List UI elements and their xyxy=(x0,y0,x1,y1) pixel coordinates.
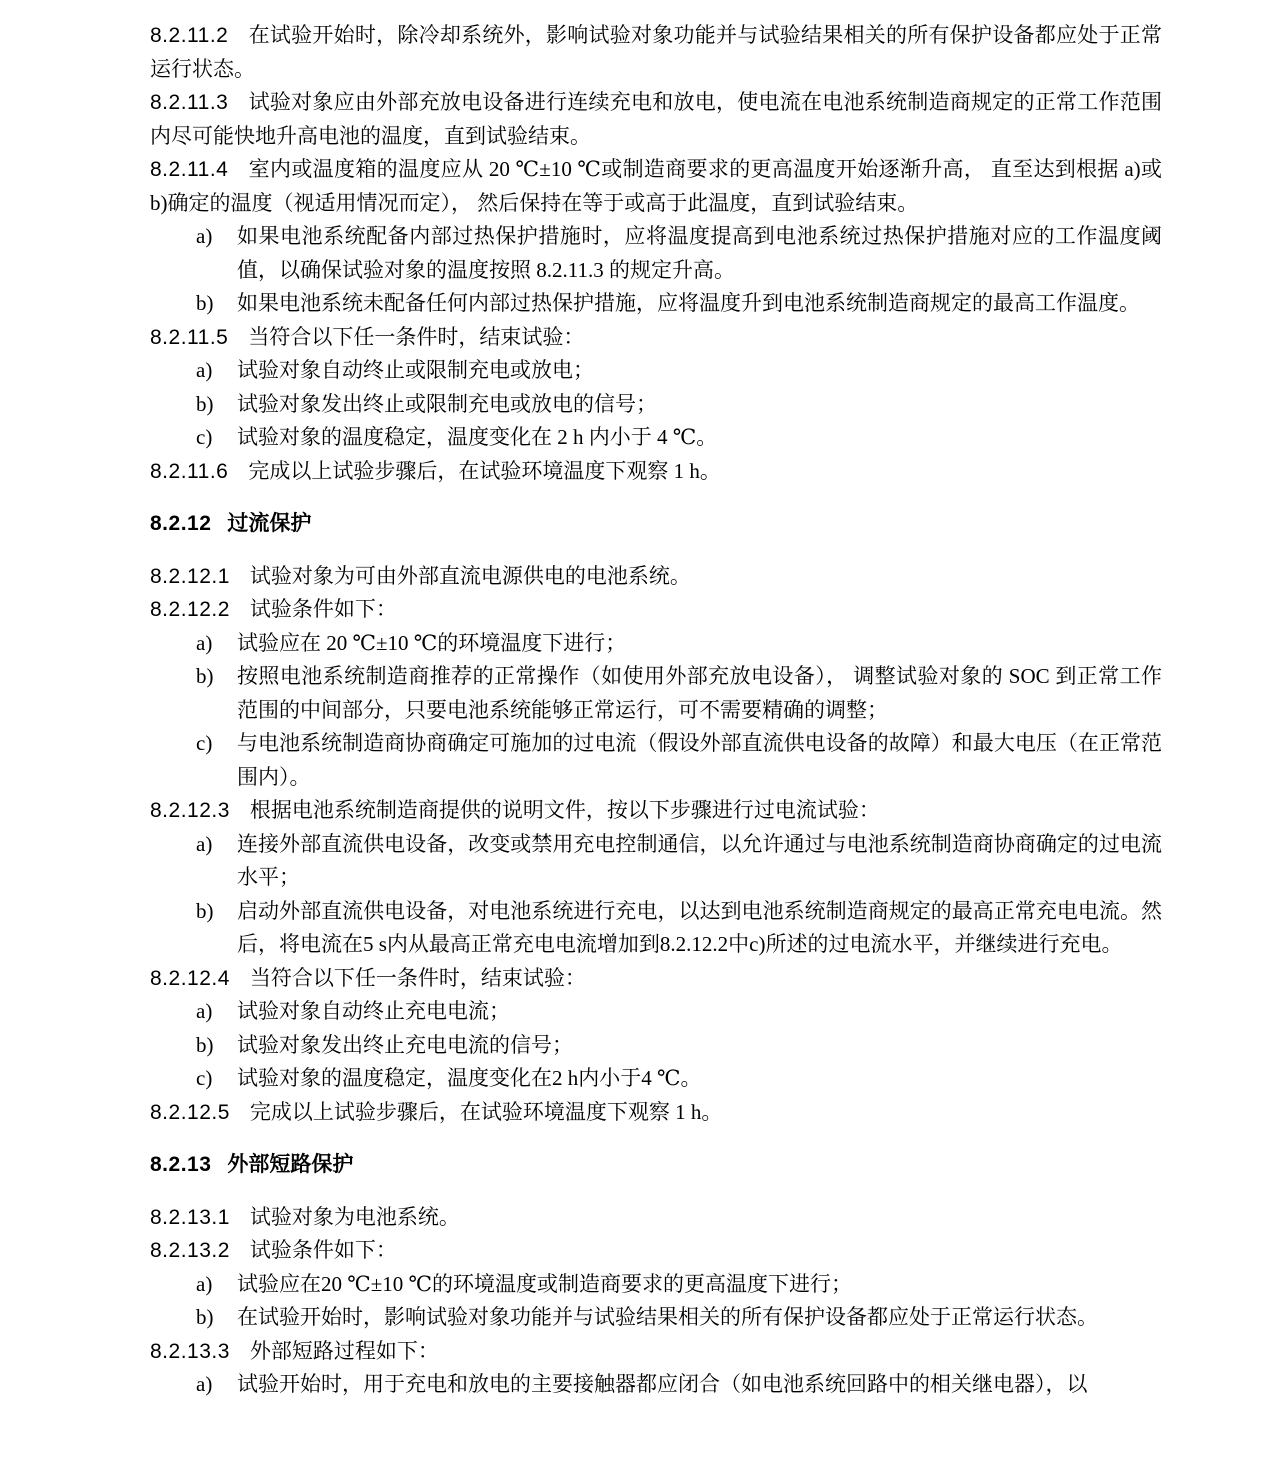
list-item-text: 如果电池系统配备内部过热保护措施时，应将温度提高到电池系统过热保护措施对应的工作温度阈值，以确保试验对象的温度按照 8.2.11.3 的规定升高。 xyxy=(237,224,1162,282)
clause-paragraph xyxy=(150,86,1162,153)
list-item xyxy=(150,1301,1162,1335)
list-item xyxy=(150,895,1162,962)
clause-text: 根据电池系统制造商提供的说明文件，按以下步骤进行过电流试验： xyxy=(249,798,880,822)
clause-number: 8.2.11.2 xyxy=(150,24,229,47)
list-item-text: 按照电池系统制造商推荐的正常操作（如使用外部充放电设备）， 调整试验对象的 SOC 到正常工作范围的中间部分，只要电池系统能够正常运行，可不需要精确的调整； xyxy=(237,664,1162,722)
list-item-text: 试验对象自动终止或限制充电或放电； xyxy=(237,358,594,382)
list-item-marker: c) xyxy=(196,1066,213,1090)
clause-paragraph xyxy=(150,1234,1162,1268)
clause-number: 8.2.12.1 xyxy=(150,564,230,588)
clause-number: 8.2.13.3 xyxy=(150,1339,230,1363)
clause-paragraph xyxy=(150,794,1162,828)
list-item-text: 试验开始时，用于充电和放电的主要接触器都应闭合（如电池系统回路中的相关继电器），以 xyxy=(237,1372,1088,1396)
list-item-marker: b) xyxy=(196,664,214,688)
clause-paragraph xyxy=(150,962,1162,996)
list-item-marker: a) xyxy=(196,831,213,856)
list-item-text: 试验对象发出终止或限制充电或放电的信号； xyxy=(237,391,657,416)
section-heading-title: 外部短路保护 xyxy=(227,1152,354,1176)
list-item-text: 与电池系统制造商协商确定可施加的过电流（假设外部直流供电设备的故障）和最大电压（在正常范围内）。 xyxy=(237,731,1162,789)
section-heading xyxy=(150,507,1162,541)
list-item-marker: c) xyxy=(196,425,213,449)
clause-text: 试验条件如下： xyxy=(249,1238,397,1262)
list-item xyxy=(150,1368,1162,1402)
section-heading xyxy=(150,1148,1162,1182)
list-item-text: 试验应在20 ℃±10 ℃的环境温度或制造商要求的更高温度下进行； xyxy=(237,1271,853,1296)
clause-paragraph xyxy=(150,153,1162,220)
list-item xyxy=(150,1268,1162,1302)
list-item-marker: b) xyxy=(196,391,214,416)
clause-number: 8.2.12.2 xyxy=(150,598,230,621)
section-heading-title: 过流保护 xyxy=(227,511,312,535)
clause-text: 外部短路过程如下： xyxy=(249,1338,439,1363)
list-item xyxy=(150,995,1162,1029)
clause-number: 8.2.13.1 xyxy=(150,1205,230,1229)
clause-text: 当符合以下任一条件时，结束试验： xyxy=(249,965,586,990)
clause-paragraph xyxy=(150,1335,1162,1369)
clause-number: 8.2.11.3 xyxy=(150,91,229,114)
clause-text: 当符合以下任一条件时，结束试验： xyxy=(248,324,585,349)
list-item xyxy=(150,627,1162,661)
clause-number: 8.2.11.5 xyxy=(150,325,229,349)
list-item-marker: a) xyxy=(196,358,213,382)
clause-text: 试验条件如下： xyxy=(249,597,397,621)
document-content xyxy=(150,19,1162,1402)
clause-text: 在试验开始时，除冷却系统外，影响试验对象功能并与试验结果相关的所有保护设备都应处于正常运行状态。 xyxy=(150,23,1162,81)
list-item-text: 试验对象的温度稳定，温度变化在2 h内小于4 ℃。 xyxy=(237,1066,702,1090)
clause-paragraph xyxy=(150,321,1162,355)
clause-paragraph xyxy=(150,1096,1162,1130)
section-heading-number: 8.2.13 xyxy=(150,1153,212,1176)
list-item-marker: b) xyxy=(196,1032,214,1057)
clause-number: 8.2.12.4 xyxy=(150,966,230,990)
list-item-marker: a) xyxy=(196,224,213,248)
clause-number: 8.2.12.3 xyxy=(150,799,230,822)
clause-text: 室内或温度箱的温度应从 20 ℃±10 ℃或制造商要求的更高温度开始逐渐升高， 直至达到根据 a)或 b)确定的温度（视适用情况而定）， 然后保持在等于或高于此温度，直到试验结束。 xyxy=(150,157,1162,215)
clause-paragraph xyxy=(150,19,1162,86)
list-item xyxy=(150,421,1162,455)
clause-number: 8.2.13.2 xyxy=(150,1239,230,1262)
clause-paragraph xyxy=(150,1201,1162,1235)
list-item-marker: b) xyxy=(196,898,214,923)
list-item xyxy=(150,287,1162,321)
list-item xyxy=(150,1062,1162,1096)
list-item xyxy=(150,220,1162,287)
clause-text: 完成以上试验步骤后，在试验环境温度下观察 1 h。 xyxy=(249,1099,723,1124)
list-item xyxy=(150,354,1162,388)
list-item-text: 试验应在 20 ℃±10 ℃的环境温度下进行； xyxy=(237,630,627,655)
list-item xyxy=(150,1029,1162,1063)
list-item xyxy=(150,727,1162,794)
clause-paragraph xyxy=(150,560,1162,594)
clause-text: 试验对象为电池系统。 xyxy=(249,1204,460,1229)
clause-paragraph xyxy=(150,593,1162,627)
list-item xyxy=(150,828,1162,895)
list-item xyxy=(150,660,1162,727)
clause-text: 试验对象为可由外部直流电源供电的电池系统。 xyxy=(249,563,691,588)
clause-text: 试验对象应由外部充放电设备进行连续充电和放电，使电流在电池系统制造商规定的正常工作范围内尽可能快地升高电池的温度，直到试验结束。 xyxy=(150,90,1162,148)
list-item-text: 试验对象自动终止充电电流； xyxy=(237,999,510,1023)
clause-number: 8.2.11.4 xyxy=(150,158,229,181)
section-heading-number: 8.2.12 xyxy=(150,512,212,535)
list-item-text: 连接外部直流供电设备，改变或禁用充电控制通信，以允许通过与电池系统制造商协商确定的过电流水平； xyxy=(237,831,1162,889)
list-item-text: 试验对象的温度稳定，温度变化在 2 h 内小于 4 ℃。 xyxy=(237,425,718,449)
list-item-text: 如果电池系统未配备任何内部过热保护措施，应将温度升到电池系统制造商规定的最高工作温度。 xyxy=(237,291,1140,315)
list-item-marker: b) xyxy=(196,291,214,315)
list-item-marker: a) xyxy=(196,1372,213,1396)
clause-number: 8.2.12.5 xyxy=(150,1100,230,1124)
clause-number: 8.2.11.6 xyxy=(150,459,229,483)
clause-paragraph xyxy=(150,455,1162,489)
list-item-marker: a) xyxy=(196,1271,213,1296)
list-item-marker: a) xyxy=(196,999,213,1023)
list-item-text: 试验对象发出终止充电电流的信号； xyxy=(237,1032,573,1057)
list-item-marker: a) xyxy=(196,630,213,655)
list-item-text: 启动外部直流供电设备，对电池系统进行充电，以达到电池系统制造商规定的最高正常充电电流。然后，将电流在5 s内从最高正常充电电流增加到8.2.12.2中c)所述的过电流水平，并继续进行充电。 xyxy=(237,898,1162,956)
list-item-marker: c) xyxy=(196,731,213,755)
clause-text: 完成以上试验步骤后，在试验环境温度下观察 1 h。 xyxy=(248,458,721,483)
list-item xyxy=(150,388,1162,422)
list-item-marker: b) xyxy=(196,1305,214,1329)
list-item-text: 在试验开始时，影响试验对象功能并与试验结果相关的所有保护设备都应处于正常运行状态。 xyxy=(237,1305,1098,1329)
